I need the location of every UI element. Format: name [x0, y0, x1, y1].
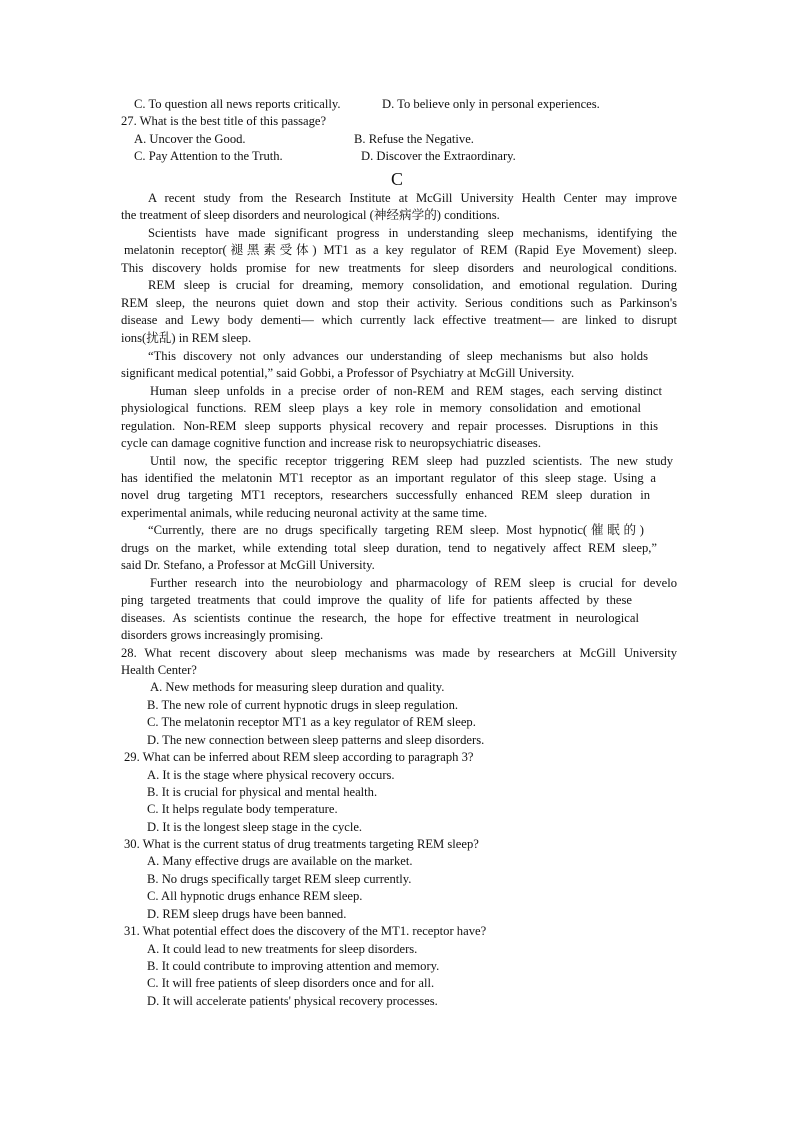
q26-option-d: D. To believe only in personal experiences.: [382, 97, 600, 111]
q28-question-cont: Health Center?: [121, 663, 197, 677]
q28-question: 28. What recent discovery about sleep mechanisms was made by researchers at McGill University: [121, 646, 677, 660]
passage-line: disease and Lewy body dementi— which currently lack effective treatment— are linked to disrupt: [121, 313, 677, 327]
q27-option-c: C. Pay Attention to the Truth.: [134, 149, 283, 163]
q30-option-d: D. REM sleep drugs have been banned.: [147, 907, 347, 921]
q27-option-b: B. Refuse the Negative.: [354, 132, 474, 146]
passage-line: REM sleep is crucial for dreaming, memory consolidation, and emotional regulation. During: [148, 278, 677, 292]
passage-line: novel drug targeting MT1 receptors, researchers successfully enhanced REM sleep duration in: [121, 488, 650, 502]
passage-line: physiological functions. REM sleep plays a key role in memory consolidation and emotional: [121, 401, 641, 415]
passage-line: Until now, the specific receptor triggering REM sleep had puzzled scientists. The new study: [150, 454, 673, 468]
q31-option-b: B. It could contribute to improving attention and memory.: [147, 959, 440, 973]
passage-line: melatonin receptor(褪黑素受体) MT1 as a key regulator of REM (Rapid Eye Movement) sleep.: [124, 243, 677, 257]
q28-option-d: D. The new connection between sleep patterns and sleep disorders.: [147, 733, 485, 747]
passage-line: has identified the melatonin MT1 receptor as an important regulator of this sleep stage. Using a: [121, 471, 656, 485]
passage-line: REM sleep, the neurons quiet down and stop their activity. Serious conditions such as Parkinson's: [121, 296, 677, 310]
q30-option-a: A. Many effective drugs are available on the market.: [147, 854, 413, 868]
q27-question: 27. What is the best title of this passage?: [121, 114, 327, 128]
section-heading: C: [390, 169, 403, 189]
q31-option-d: D. It will accelerate patients' physical recovery processes.: [147, 994, 438, 1008]
q27-option-d: D. Discover the Extraordinary.: [361, 149, 516, 163]
q27-option-a: A. Uncover the Good.: [134, 132, 246, 146]
passage-line: said Dr. Stefano, a Professor at McGill University.: [121, 558, 375, 572]
passage-line: regulation. Non-REM sleep supports physical recovery and repair processes. Disruptions in this: [121, 419, 658, 433]
passage-line: ping targeted treatments that could improve the quality of life for patients affected by these: [121, 593, 632, 607]
q31-option-a: A. It could lead to new treatments for sleep disorders.: [147, 942, 418, 956]
passage-line: Further research into the neurobiology and pharmacology of REM sleep is crucial for develo: [150, 576, 677, 590]
passage-line: experimental animals, while reducing neuronal activity at the same time.: [121, 506, 488, 520]
q29-option-a: A. It is the stage where physical recovery occurs.: [147, 768, 395, 782]
passage-line: ions(扰乱) in REM sleep.: [121, 331, 252, 345]
passage-line: significant medical potential,” said Gobbi, a Professor of Psychiatry at McGill University.: [121, 366, 575, 380]
passage-line: “This discovery not only advances our understanding of sleep mechanisms but also holds: [148, 349, 648, 363]
q30-question: 30. What is the current status of drug treatments targeting REM sleep?: [124, 837, 479, 851]
q28-option-b: B. The new role of current hypnotic drugs in sleep regulation.: [147, 698, 459, 712]
q28-option-a: A. New methods for measuring sleep duration and quality.: [150, 680, 445, 694]
passage-line: A recent study from the Research Institute at McGill University Health Center may improve: [148, 191, 677, 205]
passage-line: cycle can damage cognitive function and increase risk to neuropsychiatric diseases.: [121, 436, 541, 450]
passage-line: diseases. As scientists continue the research, the hope for effective treatment in neurological: [121, 611, 639, 625]
passage-line: disorders grows increasingly promising.: [121, 628, 324, 642]
q31-question: 31. What potential effect does the discovery of the MT1. receptor have?: [124, 924, 487, 938]
q28-option-c: C. The melatonin receptor MT1 as a key regulator of REM sleep.: [147, 715, 476, 729]
passage-line: “Currently, there are no drugs specifically targeting REM sleep. Most hypnotic(催眠的): [148, 523, 644, 537]
q26-option-c: C. To question all news reports critically.: [134, 97, 341, 111]
q29-option-d: D. It is the longest sleep stage in the cycle.: [147, 820, 363, 834]
q29-option-c: C. It helps regulate body temperature.: [147, 802, 338, 816]
q29-question: 29. What can be inferred about REM sleep according to paragraph 3?: [124, 750, 474, 764]
passage-line: drugs on the market, while extending total sleep duration, tend to negatively affect REM sleep,”: [121, 541, 657, 555]
passage-line: Human sleep unfolds in a precise order of non-REM and REM stages, each serving distinct: [150, 384, 662, 398]
q31-option-c: C. It will free patients of sleep disorders once and for all.: [147, 976, 435, 990]
q30-option-b: B. No drugs specifically target REM sleep currently.: [147, 872, 412, 886]
passage-line: This discovery holds promise for new treatments for sleep disorders and neurological conditions.: [121, 261, 677, 275]
q30-option-c: C. All hypnotic drugs enhance REM sleep.: [147, 889, 363, 903]
passage-line: Scientists have made significant progress in understanding sleep mechanisms, identifying the: [148, 226, 677, 240]
passage-line: the treatment of sleep disorders and neurological (神经病学的) conditions.: [121, 208, 500, 222]
q29-option-b: B. It is crucial for physical and mental health.: [147, 785, 378, 799]
